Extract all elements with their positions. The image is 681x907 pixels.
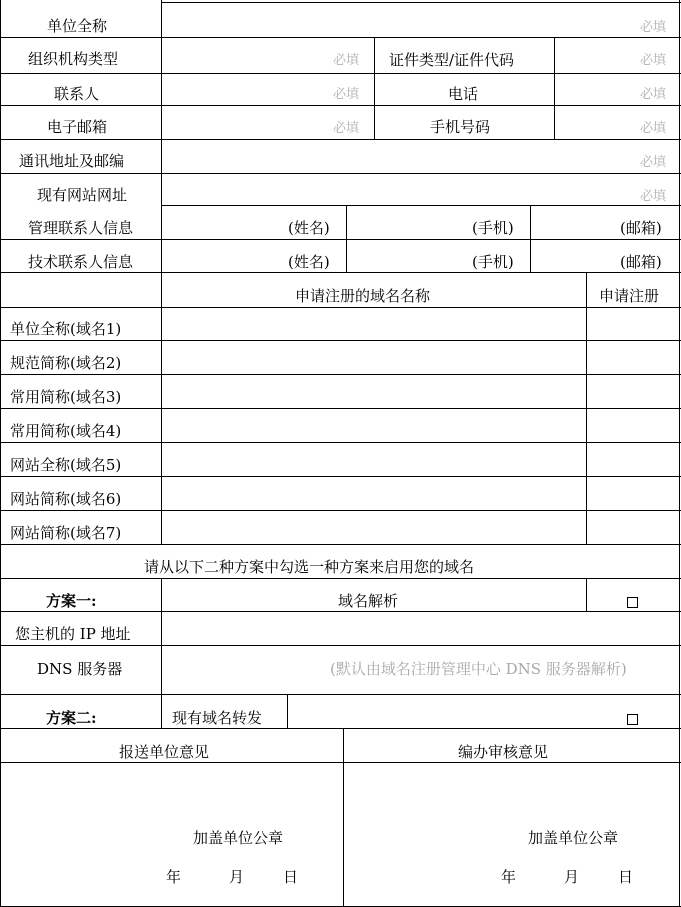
review-date-day: 日 (618, 868, 634, 886)
grid-line (374, 37, 375, 139)
grid-line (554, 37, 555, 139)
submit-date-day: 日 (283, 868, 299, 886)
phone-label: 电话 (448, 85, 479, 103)
tech-name-field[interactable]: (姓名) (288, 253, 330, 271)
grid-line (0, 762, 681, 763)
plan2-label: 方案二: (46, 709, 97, 727)
address-label: 通讯地址及邮编 (19, 152, 125, 170)
domain-row-label: 单位全称(域名1) (10, 320, 122, 338)
submit-seal-text: 加盖单位公章 (193, 829, 284, 847)
grid-line (0, 73, 681, 74)
grid-line (0, 340, 681, 341)
cert-type-required[interactable]: 必填 (640, 53, 667, 68)
plan-instruction: 请从以下二种方案中勾选一种方案来启用您的域名 (144, 558, 475, 576)
grid-line (161, 307, 162, 544)
plan1-checkbox[interactable] (627, 597, 638, 608)
admin-name-field[interactable]: (姓名) (288, 219, 330, 237)
grid-line (0, 374, 681, 375)
grid-line (346, 205, 347, 272)
grid-line (161, 205, 681, 206)
tech-email-field[interactable]: (邮箱) (620, 253, 662, 271)
review-date-month: 月 (564, 868, 580, 886)
grid-line (0, 442, 681, 443)
grid-line (0, 105, 681, 106)
ip-label: 您主机的 IP 地址 (15, 625, 131, 643)
grid-line (530, 205, 531, 272)
grid-line (0, 728, 681, 729)
grid-line (0, 173, 681, 174)
plan2-checkbox[interactable] (627, 714, 638, 725)
phone-required[interactable]: 必填 (640, 87, 667, 102)
mobile-label: 手机号码 (430, 118, 491, 136)
org-type-label: 组织机构类型 (28, 50, 119, 68)
plan1-label: 方案一: (46, 592, 97, 610)
submit-opinion-title: 报送单位意见 (119, 743, 210, 761)
grid-line (0, 645, 681, 646)
grid-line (0, 578, 681, 579)
plan1-option: 域名解析 (338, 592, 399, 610)
grid-line (0, 0, 1, 907)
grid-line (0, 544, 681, 545)
domain-name-header: 申请注册的域名名称 (295, 287, 431, 305)
email-label: 电子邮箱 (47, 118, 108, 136)
org-type-required[interactable]: 必填 (333, 53, 360, 68)
grid-line (0, 408, 681, 409)
submit-date-year: 年 (166, 868, 182, 886)
plan2-option: 现有域名转发 (172, 709, 263, 727)
grid-line (161, 578, 162, 728)
contact-label: 联系人 (54, 85, 100, 103)
domain-row-label: 规范简称(域名2) (10, 354, 122, 372)
domain-row-label: 网站全称(域名5) (10, 456, 122, 474)
grid-line (0, 307, 681, 308)
tech-mobile-field[interactable]: (手机) (472, 253, 514, 271)
address-required[interactable]: 必填 (640, 155, 667, 170)
review-opinion-title: 编办审核意见 (458, 743, 549, 761)
website-label: 现有网站网址 (37, 186, 128, 204)
grid-line (0, 476, 681, 477)
mobile-required[interactable]: 必填 (640, 121, 667, 136)
grid-line (287, 694, 288, 728)
dns-label: DNS 服务器 (37, 660, 123, 678)
admin-email-field[interactable]: (邮箱) (620, 219, 662, 237)
domain-row-label: 网站简称(域名6) (10, 490, 122, 508)
admin-mobile-field[interactable]: (手机) (472, 219, 514, 237)
review-seal-text: 加盖单位公章 (528, 829, 619, 847)
review-date-year: 年 (501, 868, 517, 886)
grid-line (0, 239, 681, 240)
grid-line (679, 0, 680, 907)
cert-type-label: 证件类型/证件代码 (389, 51, 515, 69)
unit-full-name-label: 单位全称 (47, 17, 108, 35)
domain-row-label: 常用简称(域名3) (10, 388, 122, 406)
grid-line (0, 139, 681, 140)
submit-date-month: 月 (229, 868, 245, 886)
grid-line (0, 510, 681, 511)
register-header: 申请注册 (599, 287, 660, 305)
grid-line (0, 272, 681, 273)
email-required[interactable]: 必填 (333, 121, 360, 136)
contact-required[interactable]: 必填 (333, 87, 360, 102)
grid-line (343, 728, 344, 907)
website-required[interactable]: 必填 (640, 189, 667, 204)
grid-line (161, 2, 681, 3)
grid-line (0, 611, 681, 612)
unit-full-name-required[interactable]: 必填 (640, 20, 667, 35)
domain-row-label: 常用简称(域名4) (10, 422, 122, 440)
grid-line (0, 37, 681, 38)
dns-default-hint[interactable]: (默认由域名注册管理中心 DNS 服务器解析) (330, 660, 627, 678)
grid-line (586, 578, 587, 611)
grid-line (161, 0, 162, 307)
domain-row-label: 网站简称(域名7) (10, 524, 122, 542)
admin-contact-label: 管理联系人信息 (28, 219, 134, 237)
tech-contact-label: 技术联系人信息 (28, 253, 134, 271)
grid-line (0, 694, 681, 695)
